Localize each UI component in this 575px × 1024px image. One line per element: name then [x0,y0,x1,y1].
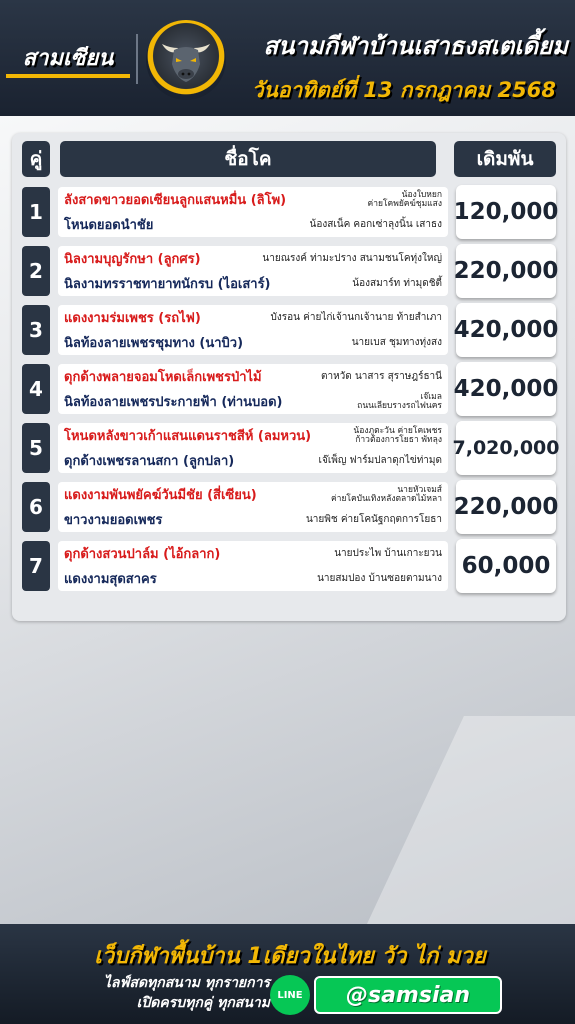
footer-tagline: เว็บกีฬาพื้นบ้าน 1เดียวในไทย วัว ไก่ มวย [94,944,486,969]
match-row [22,362,559,414]
red-corner-line [64,187,442,212]
fighter-names-box [58,541,448,591]
pair-number: 1 [22,187,50,237]
fighter-names-box [58,364,448,414]
bet-amount: 220,000 [456,244,556,298]
blue-fighter-name: แดงงามสุดสาคร [64,572,157,587]
blue-fighter-owner: นายพิช ค่ายโคนัฐกฤตการโยธา [305,514,442,525]
blue-corner-line [64,330,442,355]
column-header-name: ชื่อโค [60,141,436,177]
blue-corner-line [64,566,442,591]
red-corner-line [64,364,442,389]
blue-corner-line [64,507,442,532]
line-id-button[interactable]: @samsian [314,976,502,1014]
blue-corner-line [64,271,442,296]
red-fighter-owner: ตาหวัด นาสาร สุราษฎร์ธานี [320,371,442,382]
pair-number: 3 [22,305,50,355]
blue-corner-line [64,389,442,414]
bet-amount: 220,000 [456,480,556,534]
fighter-names-box [58,246,448,296]
red-fighter-name: ลังสาดขาวยอดเซียนลูกแสนหมื่น (ลิโพ) [64,193,287,208]
bull-head-icon [146,20,226,100]
red-fighter-owner: น้องภูตะวัน ค่ายโคเพชร ก้าวต้องการโยธา พัทลุง [353,425,442,445]
footer-live-text: ไลฟ์สดทุกสนาม ทุกรายการ [103,975,270,991]
blue-corner-line [64,448,442,473]
brand-logo-text: สามเซียน [6,40,130,78]
blue-fighter-owner: เจ๊เมล ถนนเลียบรางรถไฟนคร [357,391,442,411]
red-corner-line [64,482,442,507]
match-row [22,421,560,473]
red-fighter-name: แดงงามร่มเพชร (รถไฟ) [64,311,201,326]
stadium-title: สนามกีฬาบ้านเสาธงสเตเดี้ยม [263,32,568,60]
pair-number: 5 [22,423,50,473]
red-fighter-owner: นายณรงค์ ท่ามะปราง สนามชนโคทุ่งใหญ่ [262,253,442,264]
column-header-pair: คู่ [22,141,50,177]
pair-number: 2 [22,246,50,296]
pair-number: 7 [22,541,50,591]
line-app-icon[interactable]: LINE [270,975,310,1015]
column-header-bet: เดิมพัน [454,141,556,177]
red-fighter-name: ดุกด้างพลายจอมโหดเล็กเพชรป่าไม้ [64,370,262,385]
fighter-names-box [58,423,448,473]
match-row [22,244,559,296]
fighter-names-box [58,187,448,237]
blue-fighter-owner: น้องสมาร์ท ท่ามุดชิตี้ [352,278,442,289]
match-row [22,303,559,355]
bet-amount: 120,000 [456,185,556,239]
blue-fighter-name: นิลท้องลายเพชรประกายฟ้า (ท่านบอด) [64,395,283,410]
blue-fighter-name: ขาวงามยอดเพชร [64,513,163,528]
match-row [22,480,559,532]
match-board [12,133,566,621]
bet-amount: 420,000 [456,303,556,357]
fighter-names-box [58,305,448,355]
blue-fighter-owner: เจ๊เพ็ญ ฟาร์มปลาดุกไข่ท่ามุด [318,455,442,466]
red-fighter-name: นิลงามบุญรักษา (ลูกศร) [64,252,201,267]
red-corner-line [64,541,442,566]
match-row [22,539,556,591]
pair-number: 4 [22,364,50,414]
red-fighter-name: ดุกด้างสวนปาล์ม (ไอ้กลาก) [64,547,221,562]
match-row [22,185,559,237]
blue-fighter-name: นิลงามทรราชทายาทนักรบ (ไอเสาร์) [64,277,271,292]
red-fighter-name: โหนดหลังขาวเก้าแสนแดนราชสีห์ (ลมหวน) [64,429,312,444]
blue-corner-line [64,212,442,237]
red-fighter-name: แดงงามพันพยัคฆ์วันมีชัย (สี่เซียน) [64,488,257,503]
blue-fighter-owner: นายเบส ชุมทางทุ่งสง [351,337,442,348]
red-corner-line [64,246,442,271]
footer-open-text: เปิดครบทุกคู่ ทุกสนาม [136,995,270,1011]
event-date: วันอาทิตย์ที่ 13 กรกฎาคม 2568 [251,78,556,102]
bet-amount: 7,020,000 [456,421,556,475]
red-fighter-owner: นายหัวเจมส์ ค่ายโคบันเทิงหลังตลาดไม้หลา [330,484,442,504]
brand-divider [136,34,138,84]
red-fighter-owner: น้องใบหยก ค่ายโคพยัคฆ์ชุมแสง [367,189,442,209]
bet-amount: 60,000 [456,539,556,593]
blue-fighter-name: โหนดยอดนำชัย [64,218,154,233]
red-corner-line [64,423,442,448]
fighter-names-box [58,482,448,532]
header-banner [0,0,575,116]
pair-number: 6 [22,482,50,532]
blue-fighter-name: นิลท้องลายเพชรชุมทาง (นาบิว) [64,336,244,351]
red-fighter-owner: นายประไพ บ้านเกาะยวน [334,548,442,559]
red-corner-line [64,305,442,330]
blue-fighter-name: ดุกด้างเพชรลานสกา (ลูกปลา) [64,454,235,469]
blue-fighter-owner: นายสมปอง บ้านซอยตามนาง [317,573,442,584]
blue-fighter-owner: น้องสเน็ค คอกเซ่าลุงนิ้น เสาธง [309,219,442,230]
bet-amount: 420,000 [456,362,556,416]
red-fighter-owner: บังรอน ค่ายไก่เจ้านกเจ้านาย ท้ายสำเภา [270,312,442,323]
